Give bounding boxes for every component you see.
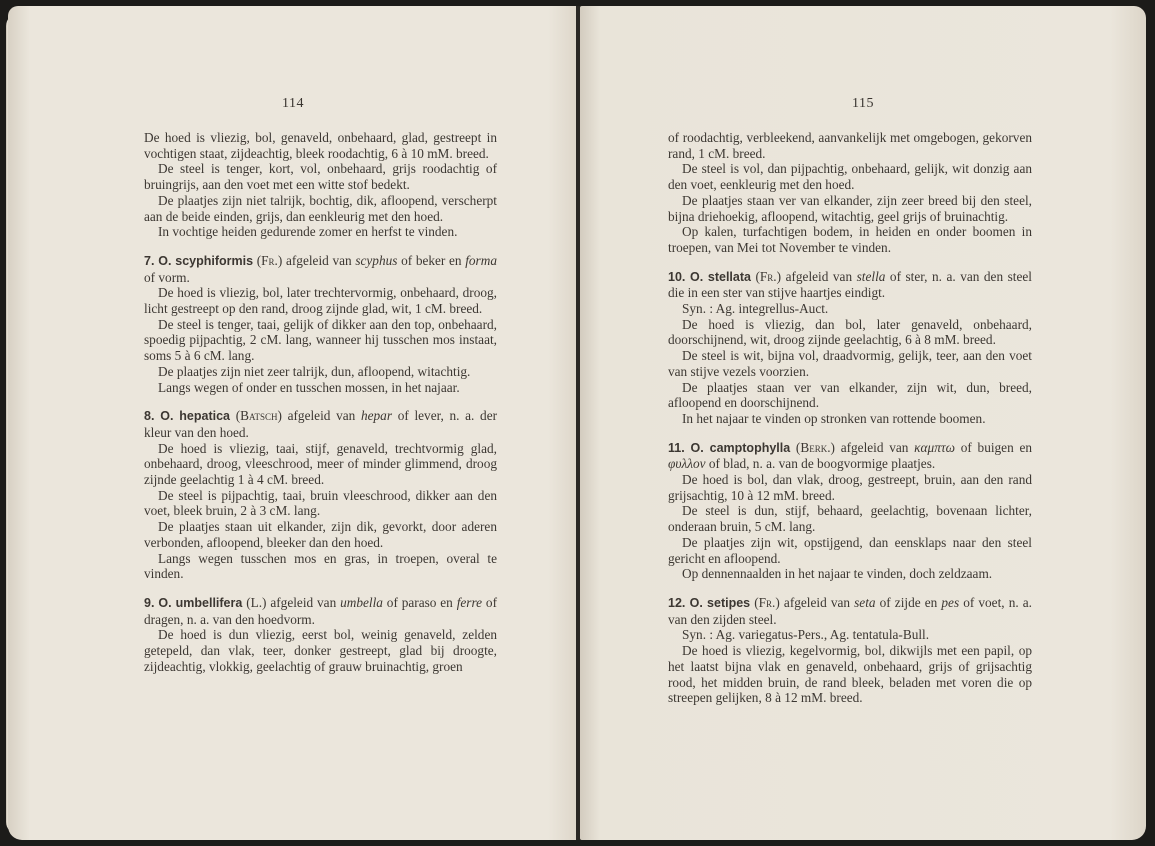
species-author: (Fr.) xyxy=(755,268,782,284)
entry-text: of zijde en xyxy=(875,594,942,610)
left-page xyxy=(8,6,578,840)
entry-text: of blad, n. a. van de boogvormige plaatjes. xyxy=(705,456,936,472)
entry-text: of dragen, n. a. van den hoedvorm. xyxy=(144,594,497,627)
species-entry xyxy=(668,440,1032,472)
paragraph: De steel is tenger, kort, vol, onbehaard, grijs roodachtig of bruingrijs, aan den voet met een witte stof bedekt. xyxy=(144,161,497,193)
entry-text: afgeleid van xyxy=(834,439,915,455)
paragraph: De steel is wit, bijna vol, draadvormig, gelijk, teer, aan den voet van stijve vezels voorzien. xyxy=(668,348,1032,379)
paragraph: De steel is vol, dan pijpachtig, onbehaard, gelijk, wit donzig aan den voet, eenkleurig met den hoed. xyxy=(668,161,1032,193)
etymology-word: stella xyxy=(856,268,886,284)
paragraph: of roodachtig, verbleekend, aanvankelijk met omgebogen, gekorven rand, 1 cM. breed. xyxy=(668,130,1032,161)
etymology-word: umbella xyxy=(340,594,383,610)
paragraph: Langs wegen tusschen mos en gras, in troepen, overal te vinden. xyxy=(144,550,497,582)
paragraph: De hoed is vliezig, bol, genaveld, onbehaard, glad, gestreept in vochtigen staat, zijdeachtig, bleek roodachtig, 6 à 10 mM. breed. xyxy=(144,130,497,161)
paragraph: De plaatjes staan ver van elkander, zijn wit, dun, breed, afloopend en doorschijnend. xyxy=(668,379,1032,411)
entry-text: afgeleid van xyxy=(781,268,857,284)
paragraph: De hoed is vliezig, bol, later trechtervormig, onbehaard, droog, licht gestreept op den rand, droog zijnde glad, wit, 1 cM. breed. xyxy=(144,285,497,317)
paragraph: De plaatjes staan uit elkander, zijn dik, gevorkt, door aderen verbonden, afloopend, bleeker dan den hoed. xyxy=(144,519,497,550)
paragraph: De hoed is vliezig, kegelvormig, bol, dikwijls met een papil, op het laatst bijna vlak en genaveld, onbehaard, grijs of grijsachtig rood, het midden bruin, de rand bleek, beladen met voren die op streepen gelijken, 8 à 12 mM. breed. xyxy=(668,643,1032,706)
page-number: 114 xyxy=(282,96,304,111)
species-author: (Fr.) xyxy=(754,594,780,610)
paragraph: Syn. : Ag. integrellus-Auct. xyxy=(682,301,829,317)
species-name: 9. O. umbellifera xyxy=(144,595,243,610)
species-author: (Batsch) xyxy=(235,408,282,424)
species-entry xyxy=(668,269,1032,301)
etymology-word: scyphus xyxy=(355,252,398,268)
species-author: (L.) xyxy=(246,594,267,610)
species-name: 8. O. hepatica xyxy=(144,409,230,424)
entry-text: afgeleid van xyxy=(281,408,361,424)
etymology-word: hepar xyxy=(360,408,393,424)
etymology-word: φυλλον xyxy=(668,456,706,472)
paragraph: De steel is dun, stijf, behaard, geelachtig, bovenaan lichter, onderaan bruin, 5 cM. lang. xyxy=(668,503,1032,535)
species-entry xyxy=(144,253,497,285)
entry-text: of paraso en xyxy=(382,594,457,610)
paragraph: De hoed is dun vliezig, eerst bol, weinig genaveld, zelden getepeld, dan vlak, teer, donker gestreept, glad bij droogte, zijdeachtig, vlokkig, geelachtig of grauw bruinachtig, groen xyxy=(144,627,497,674)
entry-text: of beker en xyxy=(397,252,466,268)
species-name: 7. O. scyphiformis xyxy=(144,253,254,268)
paragraph: De plaatjes zijn wit, opstijgend, dan eensklaps naar den steel gericht en afloopend. xyxy=(668,534,1032,566)
etymology-word: forma xyxy=(465,252,497,268)
etymology-word: καμπτω xyxy=(914,439,956,455)
entry-text: of voet, n. a. van den zijden steel. xyxy=(668,594,1032,627)
species-author: (Berk.) xyxy=(795,439,835,455)
paragraph: De hoed is vliezig, taai, stijf, genaveld, trechtvormig glad, onbehaard, droog, vleeschrood, meer of minder glimmend, droog zijnde geelachtig 1 à 4 cM. breed. xyxy=(144,440,497,488)
paragraph: In het najaar te vinden op stronken van rottende boomen. xyxy=(682,410,986,426)
entry-text: afgeleid van xyxy=(266,594,341,610)
paragraph: Syn. : Ag. variegatus-Pers., Ag. tentatula-Bull. xyxy=(682,627,930,643)
paragraph: De plaatjes staan ver van elkander, zijn zeer breed bij den steel, bijna driehoekig, afloopend, witachtig, geel grijs of bruinachtig. xyxy=(668,192,1032,224)
entry-text: of lever, n. a. der kleur van den hoed. xyxy=(144,408,498,440)
paragraph: De hoed is vliezig, dan bol, later genaveld, onbehaard, doorschijnend, wit, droog zijnde geelachtig, 6 à 8 mM. breed. xyxy=(668,316,1032,348)
paragraph: Langs wegen of onder en tusschen mossen, in het najaar. xyxy=(158,379,460,395)
species-entry xyxy=(144,595,497,627)
species-name: 10. O. stellata xyxy=(668,269,751,284)
paragraph: De plaatjes zijn niet talrijk, bochtig, dik, afloopend, verscherpt aan de beide einden, grijs, dan eenkleurig met den hoed. xyxy=(144,192,497,224)
etymology-word: seta xyxy=(854,594,876,610)
species-author: (Fr.) xyxy=(256,252,283,268)
paragraph: De hoed is bol, dan vlak, droog, gestreept, bruin, aan den rand grijsachtig, 10 à 12 mM. breed. xyxy=(668,472,1032,503)
entry-text: of buigen en xyxy=(955,439,1033,455)
page-number: 115 xyxy=(852,96,874,111)
entry-text: of ster, n. a. van den steel die in een ster van stijve haartjes eindigt. xyxy=(668,268,1032,301)
entry-text: afgeleid van xyxy=(779,594,855,610)
species-name: 12. O. setipes xyxy=(668,595,751,610)
etymology-word: pes xyxy=(941,594,960,610)
entry-text: afgeleid van xyxy=(282,252,356,268)
page-text xyxy=(668,130,1032,706)
paragraph: De steel is tenger, taai, gelijk of dikker aan den top, onbehaard, spoedig pijpachtig, 2 cM. lang, wanneer hij tusschen mos instaat, soms 5 à 6 cM. lang. xyxy=(144,316,497,364)
species-entry xyxy=(668,595,1032,627)
species-name: 11. O. camptophylla xyxy=(668,440,791,455)
paragraph: De steel is pijpachtig, taai, bruin vleeschrood, dikker aan den voet, bleek bruin, 2 à 3 cM. lang. xyxy=(144,487,497,519)
page-text xyxy=(144,130,497,675)
paragraph: De plaatjes zijn niet zeer talrijk, dun, afloopend, witachtig. xyxy=(158,363,471,379)
paragraph: Op dennennaalden in het najaar te vinden, doch zeldzaam. xyxy=(682,566,993,582)
entry-text: of vorm. xyxy=(144,269,190,285)
species-entry xyxy=(144,408,497,440)
paragraph: In vochtige heiden gedurende zomer en herfst te vinden. xyxy=(158,224,458,240)
etymology-word: ferre xyxy=(456,594,483,610)
paragraph: Op kalen, turfachtigen bodem, in heiden en onder boomen in troepen, van Mei tot November te vinden. xyxy=(668,224,1032,255)
right-page xyxy=(580,6,1146,840)
